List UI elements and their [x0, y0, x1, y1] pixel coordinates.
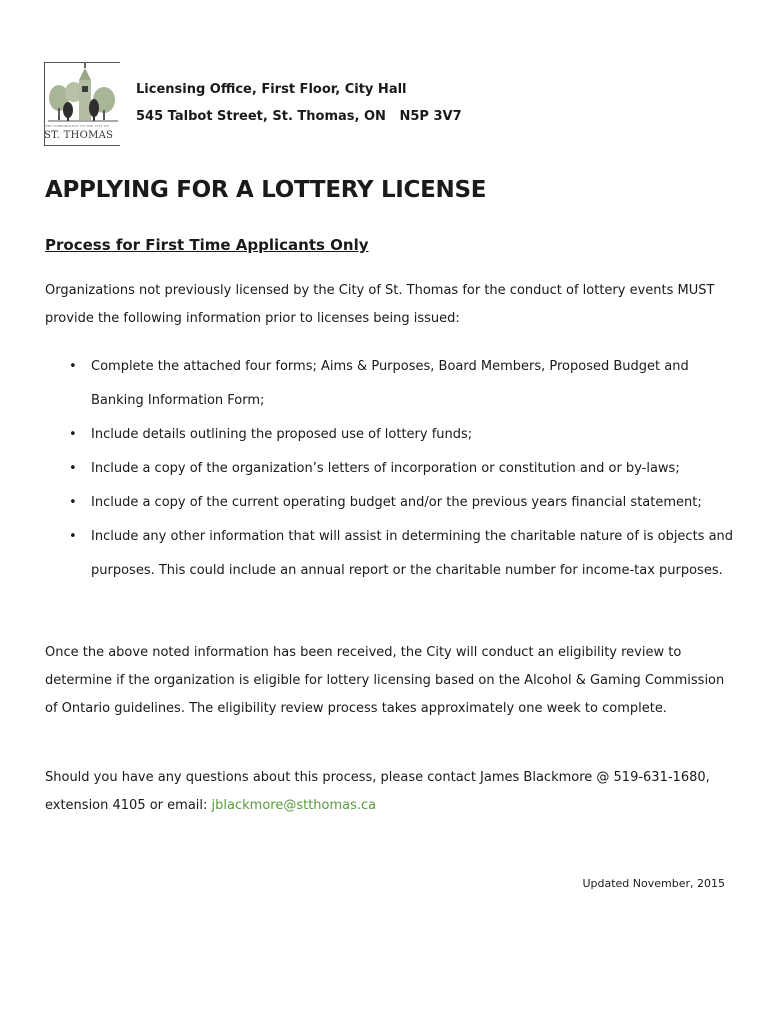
list-item-text: Complete the attached four forms; Aims & Purposes, Board Members, Proposed Budget and Banking Information Form; [91, 359, 689, 408]
city-logo [44, 58, 122, 150]
contact-text: Should you have any questions about this process, please contact James Blackmore @ 519-631-1680, extension 4105 or email: [45, 770, 710, 813]
email-link[interactable]: jblackmore@stthomas.ca [211, 798, 377, 813]
office-address [136, 76, 462, 130]
list-item-text: Include details outlining the proposed use of lottery funds; [91, 427, 473, 442]
bullet-icon: • [69, 427, 77, 442]
updated-date: Updated November, 2015 [582, 877, 725, 890]
section-subtitle: Process for First Time Applicants Only [45, 236, 369, 254]
logo-name: ST. THOMAS [44, 130, 114, 141]
list-item-text: Include any other information that will assist in determining the charitable nature of is objects and purposes. This could include an annual report or the charitable number for income-tax purposes. [91, 529, 734, 578]
list-item [45, 418, 735, 452]
address-line-1: Licensing Office, First Floor, City Hall [136, 82, 407, 97]
list-item-text: Include a copy of the organization’s letters of incorporation or constitution and or by-laws; [91, 461, 680, 476]
list-item-text: Include a copy of the current operating budget and/or the previous years financial statement; [91, 495, 702, 510]
list-item [45, 350, 735, 418]
bullet-icon: • [69, 461, 77, 476]
bullet-icon: • [69, 529, 77, 544]
list-item [45, 486, 735, 520]
review-paragraph: Once the above noted information has been received, the City will conduct an eligibility review to determine if the organization is eligible for lottery licensing based on the Alcohol & Gaming Commission of Ontario guidelines. The eligibility review process takes approximately one week to complete. [45, 645, 725, 716]
intro-paragraph: Organizations not previously licensed by the City of St. Thomas for the conduct of lottery events MUST provide the following information prior to licenses being issued: [45, 283, 715, 326]
logo-caption: THE CORPORATION OF THE CITY OF [44, 124, 109, 128]
bullet-icon: • [69, 495, 77, 510]
address-line-2: 545 Talbot Street, St. Thomas, ON N5P 3V7 [136, 109, 462, 124]
contact-paragraph [45, 764, 725, 820]
city-hall-logo-icon [46, 58, 120, 124]
list-item [45, 452, 735, 486]
list-item [45, 520, 735, 588]
page-title: APPLYING FOR A LOTTERY LICENSE [45, 177, 487, 203]
requirements-list [45, 350, 735, 588]
bullet-icon: • [69, 359, 77, 374]
